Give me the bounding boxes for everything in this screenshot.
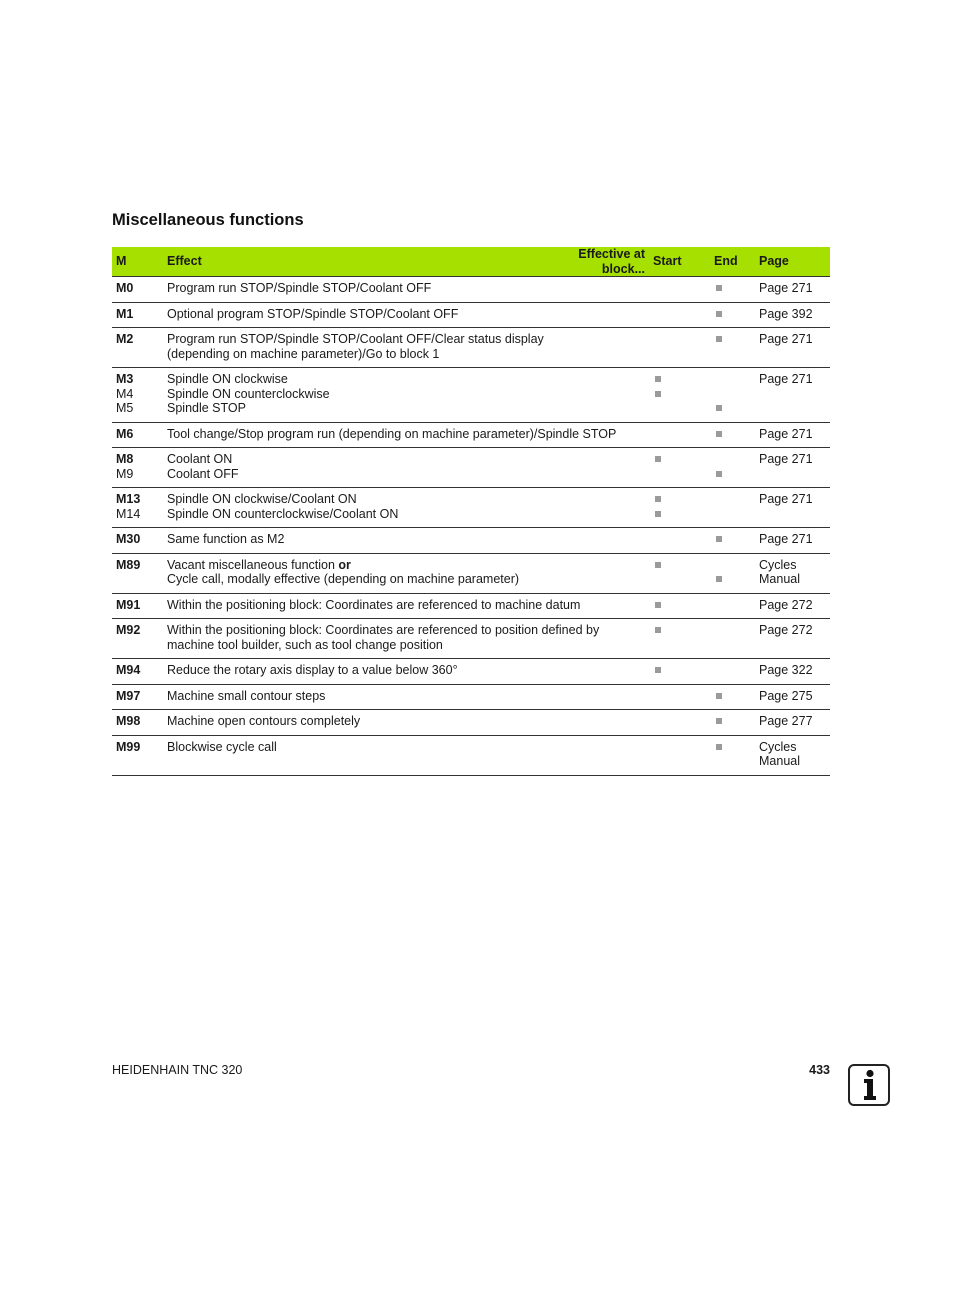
- effect-text: [167, 532, 649, 547]
- header-effective-at: Effective at block...: [578, 247, 645, 276]
- m-code: M3: [116, 372, 134, 386]
- table-header-row: [112, 247, 830, 277]
- table-row: [112, 302, 830, 328]
- m-code: M5: [116, 401, 134, 415]
- page-reference: Manual: [759, 572, 800, 586]
- m-code-cell: [112, 553, 163, 593]
- start-marker-cell: [649, 619, 710, 659]
- effect-line: (depending on machine parameter)/Go to block 1: [167, 346, 440, 361]
- effect-text: [167, 307, 649, 322]
- end-marker-cell: [710, 277, 755, 303]
- effect-line: Coolant ON: [167, 452, 233, 466]
- start-marker-cell: [649, 735, 710, 775]
- effect-cell: [163, 448, 649, 488]
- end-marker-empty: [714, 507, 755, 522]
- start-marker-empty: [653, 307, 710, 322]
- manual-name: HEIDENHAIN TNC 320: [112, 1063, 243, 1077]
- effect-line: Optional program STOP/Spindle STOP/Coolant OFF: [167, 306, 459, 321]
- effect-cell: [163, 735, 649, 775]
- miscellaneous-functions-table: [112, 247, 830, 776]
- start-marker-cell: [649, 422, 710, 448]
- m-code: M0: [116, 281, 134, 295]
- header-end: End: [714, 254, 738, 269]
- page-reference: Cycles: [759, 739, 797, 754]
- effect-text: [167, 623, 649, 638]
- end-marker-cell: [710, 528, 755, 554]
- end-marker-cell: [710, 488, 755, 528]
- effect-line: Coolant OFF: [167, 466, 239, 481]
- effect-text: [167, 427, 649, 442]
- page-reference: Page 275: [759, 688, 813, 703]
- end-marker-empty: [714, 452, 755, 467]
- start-marker: [653, 507, 710, 522]
- start-marker-empty: [653, 467, 710, 482]
- table-row: [112, 277, 830, 303]
- end-marker-cell: [710, 448, 755, 488]
- m-code: M6: [116, 426, 134, 441]
- m-code-cell: [112, 422, 163, 448]
- end-marker: [714, 281, 755, 296]
- effect-text: [167, 387, 649, 402]
- page-reference: Page 271: [759, 452, 813, 466]
- m-code: M94: [116, 663, 141, 677]
- start-marker-cell: [649, 368, 710, 423]
- effect-line: Program run STOP/Spindle STOP/Coolant OFF/Clear status display: [167, 332, 544, 346]
- effect-cell: [163, 328, 649, 368]
- start-marker-empty: [653, 572, 710, 587]
- effect-line: Spindle ON clockwise/Coolant ON: [167, 492, 357, 506]
- end-marker-empty: [714, 387, 755, 402]
- page-reference: Page 271: [759, 332, 813, 346]
- end-marker-empty: [714, 623, 755, 638]
- start-marker: [653, 387, 710, 402]
- start-marker-empty: [653, 401, 710, 416]
- end-marker: [714, 689, 755, 704]
- effect-text: [167, 663, 649, 678]
- m-code: M14: [116, 506, 141, 521]
- m-code-cell: [112, 619, 163, 659]
- end-marker-cell: [710, 735, 755, 775]
- start-marker-empty: [653, 689, 710, 704]
- end-marker-cell: [710, 684, 755, 710]
- effect-cell: [163, 619, 649, 659]
- end-marker-cell: [710, 368, 755, 423]
- page-reference-cell: [755, 684, 830, 710]
- end-marker: [714, 740, 755, 755]
- page-reference-cell: [755, 659, 830, 685]
- start-marker-cell: [649, 684, 710, 710]
- effect-line: machine tool builder, such as tool change position: [167, 637, 443, 652]
- m-code: M9: [116, 466, 134, 481]
- effect-text: [167, 558, 649, 573]
- effect-line: Blockwise cycle call: [167, 739, 277, 754]
- start-marker-cell: [649, 328, 710, 368]
- table-body: [112, 277, 830, 776]
- table-row: [112, 328, 830, 368]
- effect-text: [167, 740, 649, 755]
- effect-line: Program run STOP/Spindle STOP/Coolant OFF: [167, 281, 432, 295]
- effect-bold-suffix: or: [338, 557, 351, 572]
- effect-cell: [163, 368, 649, 423]
- page-reference: Manual: [759, 754, 800, 768]
- page-reference-cell: [755, 277, 830, 303]
- effect-text: [167, 281, 649, 296]
- effect-line: Cycle call, modally effective (depending on machine parameter): [167, 572, 520, 586]
- page-reference: Cycles: [759, 557, 797, 572]
- start-marker-cell: [649, 302, 710, 328]
- m-code-cell: [112, 593, 163, 619]
- table-row: [112, 422, 830, 448]
- table-row: [112, 593, 830, 619]
- end-marker-empty: [714, 663, 755, 678]
- effect-text: [167, 401, 649, 416]
- m-code-cell: [112, 328, 163, 368]
- effect-cell: [163, 659, 649, 685]
- page-reference-cell: [755, 528, 830, 554]
- end-marker: [714, 307, 755, 322]
- table-row: [112, 553, 830, 593]
- page-reference: Page 271: [759, 426, 813, 441]
- effect-line: Vacant miscellaneous function: [167, 557, 335, 572]
- page-reference-cell: [755, 448, 830, 488]
- start-marker-cell: [649, 448, 710, 488]
- effect-cell: [163, 593, 649, 619]
- table-row: [112, 488, 830, 528]
- end-marker: [714, 532, 755, 547]
- end-marker-cell: [710, 710, 755, 736]
- effect-line: Same function as M2: [167, 532, 285, 546]
- table-row: [112, 368, 830, 423]
- page-reference-cell: [755, 735, 830, 775]
- page-reference-cell: [755, 619, 830, 659]
- end-marker: [714, 572, 755, 587]
- effect-line: Machine open contours completely: [167, 714, 361, 728]
- effect-cell: [163, 302, 649, 328]
- effect-cell: [163, 488, 649, 528]
- end-marker-cell: [710, 659, 755, 685]
- effect-text: [167, 467, 649, 482]
- m-code: M2: [116, 332, 134, 346]
- end-marker-cell: [710, 422, 755, 448]
- start-marker-cell: [649, 553, 710, 593]
- page-reference-cell: [755, 710, 830, 736]
- effect-text: [167, 689, 649, 704]
- table-row: [112, 448, 830, 488]
- m-code-cell: [112, 684, 163, 710]
- end-marker-cell: [710, 619, 755, 659]
- end-marker-empty: [714, 558, 755, 573]
- table-row: [112, 684, 830, 710]
- m-code: M13: [116, 492, 141, 506]
- effect-text: [167, 332, 649, 347]
- table-row: [112, 659, 830, 685]
- effect-line: Within the positioning block: Coordinates are referenced to machine datum: [167, 597, 581, 612]
- page-reference-cell: [755, 593, 830, 619]
- effect-text: [167, 452, 649, 467]
- page-reference: Page 392: [759, 306, 813, 321]
- start-marker: [653, 452, 710, 467]
- page-reference: Page 271: [759, 372, 813, 386]
- table-row: [112, 735, 830, 775]
- start-marker-cell: [649, 593, 710, 619]
- m-code: M99: [116, 739, 141, 754]
- m-code-cell: [112, 710, 163, 736]
- end-marker: [714, 714, 755, 729]
- m-code-cell: [112, 528, 163, 554]
- effect-cell: [163, 553, 649, 593]
- effect-cell: [163, 684, 649, 710]
- header-start: Start: [653, 254, 682, 269]
- effect-cell: [163, 422, 649, 448]
- end-marker-empty: [714, 598, 755, 613]
- end-marker-cell: [710, 553, 755, 593]
- start-marker: [653, 558, 710, 573]
- start-marker-empty: [653, 740, 710, 755]
- header-page: Page: [759, 254, 789, 269]
- page-reference: Page 271: [759, 492, 813, 506]
- page-reference-cell: [755, 488, 830, 528]
- start-marker-empty: [653, 332, 710, 347]
- m-code-cell: [112, 277, 163, 303]
- effect-line: Within the positioning block: Coordinates are referenced to position defined by: [167, 623, 600, 637]
- start-marker-cell: [649, 277, 710, 303]
- start-marker-empty: [653, 714, 710, 729]
- end-marker-cell: [710, 593, 755, 619]
- page-reference-cell: [755, 422, 830, 448]
- effect-cell: [163, 528, 649, 554]
- page-number: 433: [809, 1063, 830, 1077]
- start-marker-cell: [649, 710, 710, 736]
- table-row: [112, 710, 830, 736]
- effect-line: Spindle ON clockwise: [167, 372, 288, 386]
- m-code: M89: [116, 557, 141, 572]
- end-marker-cell: [710, 302, 755, 328]
- end-marker: [714, 467, 755, 482]
- effect-text: [167, 572, 649, 587]
- start-marker-cell: [649, 659, 710, 685]
- start-marker: [653, 623, 710, 638]
- m-code-cell: [112, 368, 163, 423]
- start-marker: [653, 663, 710, 678]
- table-row: [112, 528, 830, 554]
- effect-line: Reduce the rotary axis display to a value below 360°: [167, 663, 458, 677]
- effect-text: [167, 347, 649, 362]
- end-marker: [714, 401, 755, 416]
- start-marker: [653, 598, 710, 613]
- effect-text: [167, 372, 649, 387]
- end-marker-empty: [714, 372, 755, 387]
- m-code: M91: [116, 597, 141, 612]
- page-reference: Page 272: [759, 597, 813, 612]
- effect-cell: [163, 710, 649, 736]
- effect-line: Spindle ON counterclockwise: [167, 386, 330, 401]
- effect-line: Tool change/Stop program run (depending on machine parameter)/Spindle STOP: [167, 426, 617, 441]
- start-marker: [653, 372, 710, 387]
- start-marker-cell: [649, 528, 710, 554]
- table-row: [112, 619, 830, 659]
- end-marker: [714, 427, 755, 442]
- page-reference: Page 271: [759, 281, 813, 295]
- effect-line: Spindle ON counterclockwise/Coolant ON: [167, 506, 399, 521]
- m-code: M1: [116, 306, 134, 321]
- effect-text: [167, 598, 649, 613]
- effect-text: [167, 507, 649, 522]
- m-code: M8: [116, 452, 134, 466]
- m-code-cell: [112, 302, 163, 328]
- effect-text: [167, 714, 649, 729]
- effect-text: [167, 492, 649, 507]
- m-code-cell: [112, 488, 163, 528]
- end-marker-empty: [714, 492, 755, 507]
- start-marker-empty: [653, 281, 710, 296]
- start-marker-empty: [653, 532, 710, 547]
- m-code: M92: [116, 623, 141, 637]
- page-reference-cell: [755, 368, 830, 423]
- m-code: M30: [116, 532, 141, 546]
- header-m: M: [116, 254, 127, 269]
- m-code: M97: [116, 688, 141, 703]
- m-code: M98: [116, 714, 141, 728]
- page-reference: Page 277: [759, 714, 813, 728]
- page-reference-cell: [755, 553, 830, 593]
- start-marker-cell: [649, 488, 710, 528]
- page-reference-cell: [755, 302, 830, 328]
- end-marker-cell: [710, 328, 755, 368]
- m-code-cell: [112, 659, 163, 685]
- header-effect: Effect: [167, 254, 202, 269]
- m-code-cell: [112, 448, 163, 488]
- page-reference-cell: [755, 328, 830, 368]
- effect-text: [167, 638, 649, 653]
- effect-line: Spindle STOP: [167, 401, 246, 415]
- page-reference: Page 271: [759, 532, 813, 546]
- info-icon: [848, 1064, 890, 1106]
- m-code-cell: [112, 735, 163, 775]
- effect-line: Machine small contour steps: [167, 688, 326, 703]
- end-marker: [714, 332, 755, 347]
- m-code: M4: [116, 386, 134, 401]
- section-title: Miscellaneous functions: [112, 211, 304, 229]
- start-marker-empty: [653, 427, 710, 442]
- page-reference: Page 322: [759, 663, 813, 677]
- start-marker: [653, 492, 710, 507]
- page-reference: Page 272: [759, 623, 813, 637]
- effect-cell: [163, 277, 649, 303]
